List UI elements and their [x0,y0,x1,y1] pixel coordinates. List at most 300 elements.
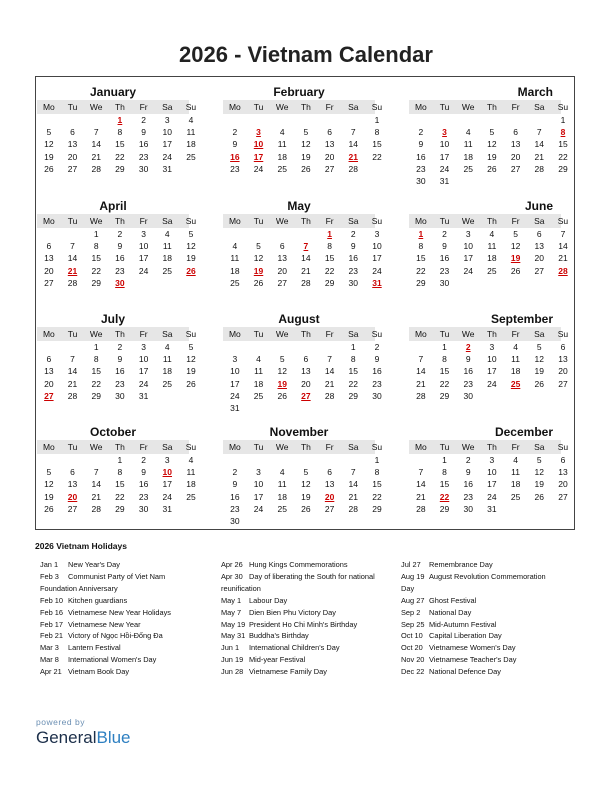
week-row [409,454,566,466]
weekday-label: Fr [325,216,334,226]
day-cell: 13 [44,253,54,264]
day-cell: 15 [416,253,426,264]
day-cell: 22 [558,151,568,162]
holiday-name: Communist Party of Viet Nam [68,571,166,581]
weekday-header [409,214,569,228]
month-name: November [269,425,329,439]
day-cell: 4 [513,455,518,465]
weekday-label: Mo [42,442,55,452]
empty-day-cell [551,503,575,515]
day-cell: 30 [439,277,450,288]
weekday-label: Fr [511,329,520,339]
weekday-label: Mo [42,216,55,226]
month-10 [37,418,197,515]
empty-day-cell [294,114,318,126]
holiday-date: Sep 2 [401,607,421,617]
weekday-label: Su [371,102,383,112]
day-cell: 17 [253,491,264,502]
day-cell: 14 [416,479,426,490]
day-cell: 28 [416,503,426,514]
weekday-label: Tu [439,329,450,339]
day-cell: 2 [442,229,447,239]
day-cell: 5 [188,342,194,352]
day-cell: 14 [67,366,78,377]
day-cell: 21 [301,265,311,276]
day-cell: 5 [303,127,309,138]
week-row [409,478,568,490]
empty-day-cell [504,175,528,187]
day-cell: 7 [93,467,99,478]
weekday-label: Su [557,442,569,452]
holiday-item [401,571,576,583]
day-cell: 3 [256,467,261,478]
week-row [223,353,380,365]
day-cell: 25 [510,491,521,502]
week-row [37,151,196,163]
day-cell: 15 [91,253,101,264]
month-name: May [287,199,311,213]
day-cell: 19 [186,253,196,264]
day-cell: 2 [232,127,238,138]
week-row [223,402,375,414]
day-cell: 19 [44,491,54,502]
weekday-label: Mo [414,442,427,452]
weekday-label: Sa [162,442,173,452]
weekday-label: We [275,102,289,112]
weekday-label: Tu [67,102,78,112]
day-cell: 22 [439,378,450,389]
day-cell: 19 [186,366,196,377]
day-cell: 7 [350,467,356,478]
weekday-label: Fr [139,216,148,226]
weekday-label: We [89,442,103,452]
day-cell: 10 [463,241,473,252]
day-cell: 25 [230,277,240,288]
day-cell: 12 [301,479,311,490]
day-cell: 24 [162,491,173,502]
week-row [37,341,194,353]
day-cell: 31 [162,503,173,514]
empty-day-cell [365,163,389,175]
day-cell: 30 [416,175,426,186]
weekday-label: Mo [42,102,55,112]
empty-day-cell [247,228,271,240]
empty-day-cell [480,277,504,289]
holiday-name: Vietnamese Women's Day [429,643,516,653]
day-cell: 7 [70,241,75,252]
day-cell: 27 [277,277,287,288]
holiday-date: Apr 26 [221,560,243,569]
holiday-name: Vietnamese New Year Holidays [68,607,171,617]
day-cell: 9 [465,467,471,478]
day-cell: 10 [372,241,382,252]
week-row [409,378,568,390]
empty-day-cell [223,228,247,240]
day-cell: 16 [115,253,125,264]
day-cell: 13 [534,241,545,252]
holiday-name: New Year's Day [68,560,120,569]
empty-day-cell [270,402,294,414]
day-cell: 2 [117,229,123,239]
day-cell: 17 [162,479,173,490]
day-cell: 18 [510,366,521,377]
empty-day-cell [270,341,294,353]
empty-day-cell [294,402,318,414]
holiday-date: Sep 25 [401,619,425,629]
weekday-label: Sa [162,102,173,112]
day-cell: 14 [348,139,359,150]
weekday-header [223,100,383,114]
day-cell: 5 [46,127,52,138]
empty-day-cell [318,114,342,126]
day-cell: 3 [489,342,495,352]
day-cell: 10 [439,139,450,150]
day-cell: 6 [303,354,309,365]
empty-day-cell [61,114,85,126]
day-cell: 18 [277,151,287,162]
day-cell: 20 [558,479,568,490]
weekday-label: Fr [511,216,520,226]
day-cell: 6 [560,342,566,352]
day-cell: 8 [350,354,356,365]
day-cell: 9 [117,354,123,365]
day-cell: 8 [93,241,99,252]
day-cell: 24 [138,265,149,276]
day-cell: 19 [487,151,497,162]
weekday-label: Sa [534,102,545,112]
holiday-date: Jan 1 [40,560,59,569]
empty-day-cell [409,454,433,466]
month-1 [37,78,197,175]
day-cell: 18 [186,479,196,490]
month-name: February [273,85,325,99]
empty-day-cell [223,114,247,126]
day-cell: 23 [138,151,149,162]
day-cell: 18 [463,151,473,162]
holiday-date: Apr 30 [221,571,243,581]
holiday-item [401,654,576,666]
day-cell: 21 [558,253,568,264]
day-cell: 7 [536,127,542,138]
day-cell: 29 [416,277,426,288]
weekday-label: Sa [348,442,359,452]
holiday-day-cell: 27 [301,390,311,401]
day-cell: 17 [487,479,497,490]
month-4 [37,192,197,289]
holiday-name: National Day [429,607,472,617]
day-cell: 15 [439,366,450,377]
weekday-label: Tu [439,216,450,226]
week-row [223,341,380,353]
holiday-date: Aug 27 [401,595,425,605]
empty-day-cell [433,114,457,126]
day-cell: 30 [138,503,149,514]
day-cell: 28 [67,277,78,288]
day-cell: 24 [463,265,473,276]
weekday-label: Th [114,216,125,226]
empty-day-cell [37,341,61,353]
holiday-date: Dec 22 [401,667,425,677]
empty-day-cell [551,277,575,289]
day-cell: 14 [534,139,545,150]
holiday-date: Mar 8 [40,655,59,665]
day-cell: 9 [232,479,238,490]
day-cell: 6 [513,127,518,138]
day-cell: 16 [138,139,149,150]
day-cell: 11 [162,354,172,365]
day-cell: 13 [44,366,54,377]
month-name: January [89,85,137,99]
day-cell: 26 [487,163,497,174]
day-cell: 26 [534,378,545,389]
weekday-label: Tu [253,329,264,339]
holiday-name: Day [401,583,415,593]
week-row [37,114,194,126]
day-cell: 31 [138,390,149,401]
holiday-date: May 1 [221,595,242,605]
day-cell: 28 [416,390,426,401]
day-cell: 17 [372,253,382,264]
day-cell: 9 [232,139,238,150]
weekday-header [223,440,383,454]
day-cell: 6 [46,354,52,365]
day-cell: 24 [372,265,382,276]
week-row [223,240,382,252]
week-row [37,454,194,466]
day-cell: 23 [416,163,426,174]
holiday-day-cell: 17 [253,151,264,162]
day-cell: 10 [138,241,149,252]
empty-day-cell [223,341,247,353]
holiday-item [401,559,576,571]
day-cell: 22 [324,265,335,276]
empty-day-cell [247,114,271,126]
holiday-item [401,583,576,595]
day-cell: 15 [372,479,382,490]
day-cell: 14 [91,479,101,490]
weekday-label: Fr [139,102,148,112]
holiday-day-cell: 21 [348,151,359,162]
holiday-day-cell: 20 [324,491,335,502]
day-cell: 13 [558,354,568,365]
brand-logo[interactable] [36,717,131,748]
empty-day-cell [270,454,294,466]
day-cell: 24 [487,378,497,389]
empty-day-cell [294,228,318,240]
day-cell: 4 [513,342,518,352]
day-cell: 15 [372,139,382,150]
holiday-date: Feb 17 [40,619,64,629]
holiday-day-cell: 3 [256,127,261,138]
holiday-day-cell: 1 [117,115,123,125]
day-cell: 22 [348,378,359,389]
weekday-label: Su [371,216,383,226]
holiday-name: Dien Bien Phu Victory Day [249,607,336,617]
day-cell: 22 [91,265,101,276]
day-cell: 28 [534,163,545,174]
month-5 [223,192,383,289]
holiday-day-cell: 2 [465,342,471,352]
day-cell: 9 [141,127,146,138]
day-cell: 31 [162,163,173,174]
day-cell: 21 [91,491,101,502]
empty-day-cell [179,503,203,515]
empty-day-cell [527,114,551,126]
day-cell: 8 [442,354,447,365]
day-cell: 6 [536,229,542,239]
weekday-label: We [89,102,103,112]
day-cell: 12 [534,467,545,478]
day-cell: 6 [560,455,566,465]
holiday-name: Kitchen guardians [68,595,128,605]
day-cell: 14 [91,139,101,150]
weekday-label: Mo [414,216,427,226]
day-cell: 15 [115,479,125,490]
week-row [37,252,196,264]
weekday-label: We [461,329,475,339]
day-cell: 5 [46,467,52,478]
day-cell: 5 [536,342,542,352]
holiday-name: Capital Liberation Day [429,631,502,641]
weekday-label: Tu [253,102,264,112]
day-cell: 20 [301,378,311,389]
holiday-item [40,583,215,595]
holiday-name: August Revolution Commemoration [429,571,546,581]
day-cell: 5 [256,241,261,252]
holiday-name: Foundation Anniversary [40,583,118,593]
day-cell: 30 [115,390,125,401]
empty-day-cell [179,277,203,289]
weekday-label: Th [114,442,125,452]
empty-day-cell [179,163,203,175]
day-cell: 27 [44,277,54,288]
week-row [223,378,382,390]
day-cell: 2 [141,115,146,125]
holiday-item [40,559,215,571]
week-row [37,163,189,175]
day-cell: 1 [374,455,380,465]
day-cell: 25 [487,265,497,276]
holiday-day-cell: 10 [162,467,173,478]
week-row [223,466,380,478]
day-cell: 28 [301,277,311,288]
holiday-item [221,583,399,595]
day-cell: 22 [115,151,125,162]
holiday-item [221,595,399,607]
day-cell: 13 [301,366,311,377]
weekday-label: We [89,329,103,339]
day-cell: 26 [301,503,311,514]
weekday-label: Tu [439,102,450,112]
weekday-label: Tu [67,329,78,339]
holiday-item [401,595,576,607]
day-cell: 11 [186,467,196,478]
empty-day-cell [294,454,318,466]
holiday-date: Feb 21 [40,631,64,641]
day-cell: 27 [67,503,78,514]
day-cell: 23 [115,265,125,276]
weekday-label: We [89,216,103,226]
day-cell: 23 [138,491,149,502]
weekday-header [223,327,383,341]
month-7 [37,305,197,402]
day-cell: 20 [558,366,568,377]
week-row [37,353,196,365]
day-cell: 29 [91,277,101,288]
day-cell: 23 [230,503,240,514]
day-cell: 18 [510,479,521,490]
empty-day-cell [341,515,365,527]
holiday-day-cell: 19 [277,378,287,389]
day-cell: 2 [374,342,380,352]
weekday-label: Mo [228,442,241,452]
holiday-day-cell: 25 [510,378,521,389]
week-row [37,277,189,289]
holiday-name: Ghost Festival [429,595,477,605]
week-row [223,126,380,138]
day-cell: 20 [67,151,78,162]
holiday-column-3 [401,559,576,678]
day-cell: 31 [439,175,450,186]
weekday-label: Sa [162,329,173,339]
day-cell: 12 [277,366,287,377]
day-cell: 15 [91,366,101,377]
day-cell: 30 [230,515,240,526]
empty-day-cell [456,175,480,187]
day-cell: 22 [372,151,382,162]
day-cell: 10 [487,354,497,365]
week-row [409,365,568,377]
weekday-label: Fr [325,442,334,452]
week-row [37,478,196,490]
day-cell: 25 [186,491,196,502]
day-cell: 14 [558,241,568,252]
weekday-label: Sa [534,442,545,452]
empty-day-cell [409,114,433,126]
day-cell: 10 [162,127,173,138]
day-cell: 13 [277,253,287,264]
day-cell: 26 [534,491,545,502]
weekday-label: Su [371,442,383,452]
empty-day-cell [527,390,551,402]
empty-day-cell [318,454,342,466]
holiday-item [221,654,399,666]
day-cell: 13 [67,479,78,490]
empty-day-cell [294,515,318,527]
day-cell: 23 [463,378,473,389]
day-cell: 16 [138,479,149,490]
day-cell: 20 [44,265,54,276]
weekday-label: Th [300,102,311,112]
day-cell: 29 [324,277,335,288]
holiday-date: Feb 16 [40,607,64,617]
day-cell: 11 [186,127,196,138]
month-name: March [517,85,553,99]
day-cell: 11 [162,241,172,252]
week-row [223,277,382,289]
weekday-label: Su [185,102,197,112]
holiday-name: President Ho Chi Minh's Birthday [249,619,358,629]
day-cell: 29 [115,163,125,174]
holiday-name: Mid-Autumn Festival [429,619,497,629]
day-cell: 20 [44,378,54,389]
empty-day-cell [318,341,342,353]
weekday-label: Sa [348,102,359,112]
week-row [409,265,568,277]
weekday-label: Mo [228,329,241,339]
day-cell: 22 [416,265,426,276]
day-cell: 28 [91,163,101,174]
